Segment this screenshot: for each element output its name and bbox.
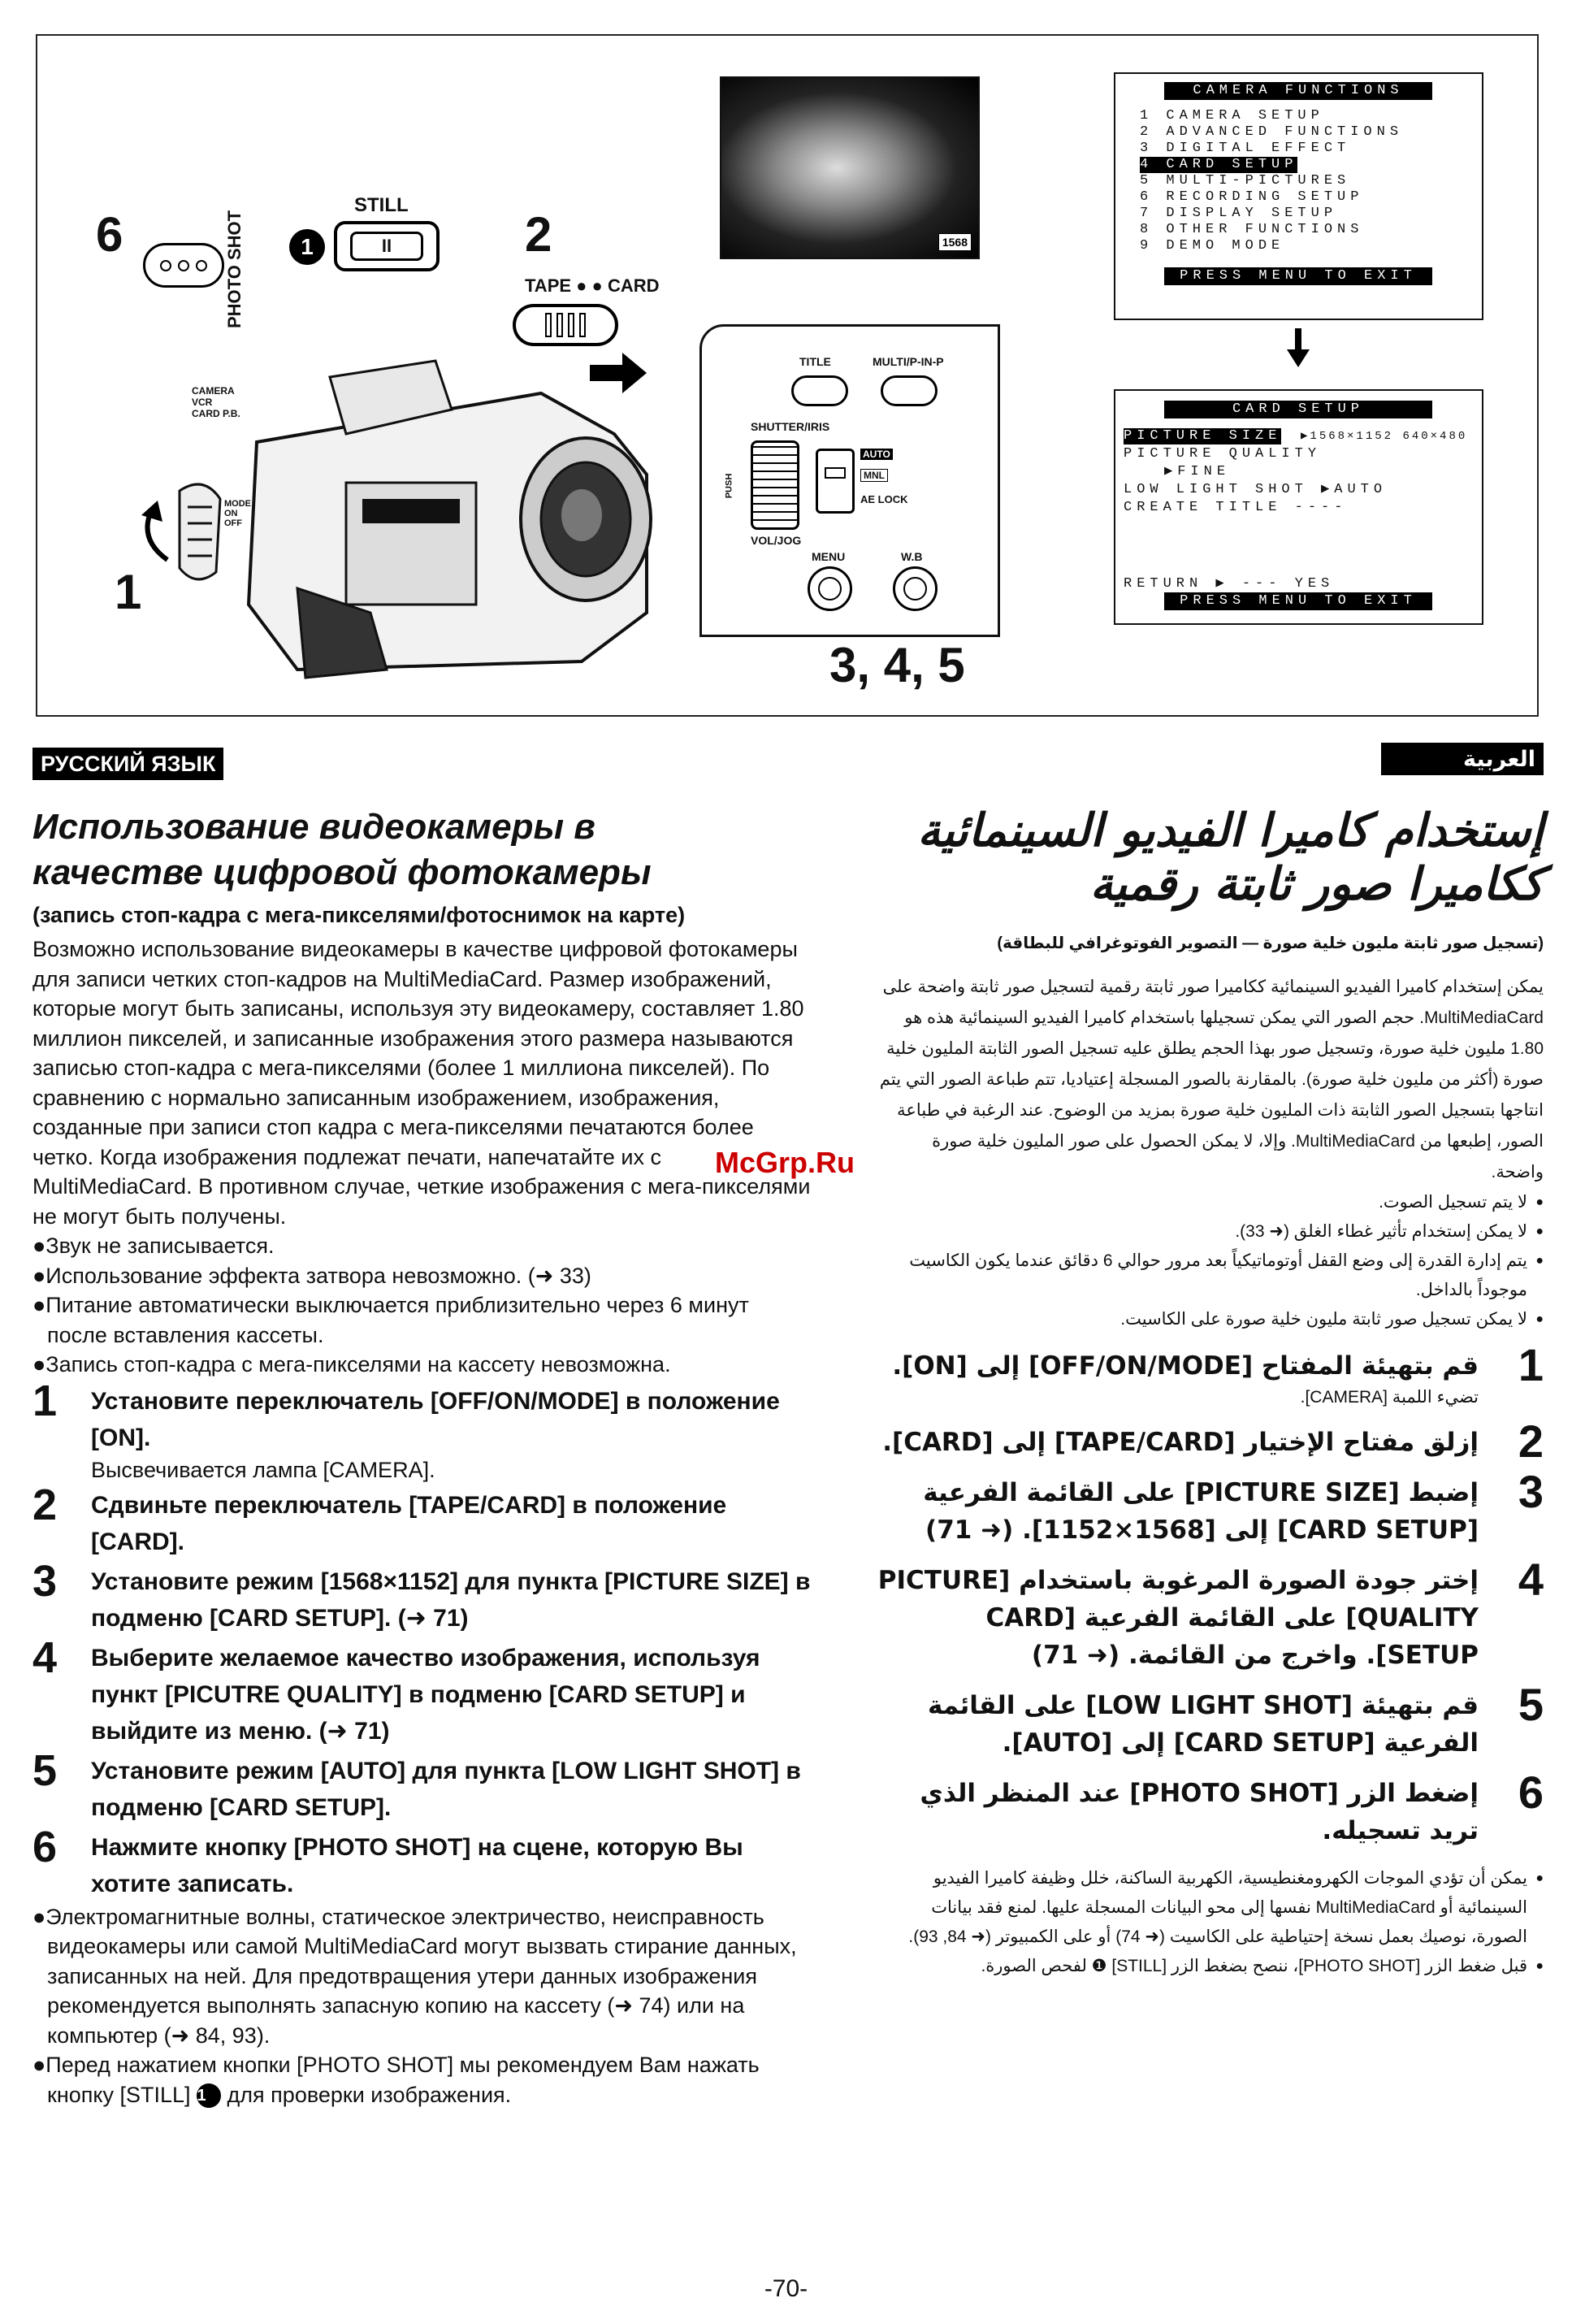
card-setup-title: CARD SETUP <box>1164 401 1432 418</box>
picture-size-values: ▶1568×1152 640×480 <box>1301 430 1468 443</box>
mnl-label: MNL <box>860 469 888 482</box>
russian-column <box>32 804 812 2109</box>
preview-photo <box>720 76 980 259</box>
ru-step-2: 2 Сдвиньте переключатель [TAPE/CARD] в положение [CARD]. <box>32 1480 727 1555</box>
menu-item[interactable]: 6 RECORDING SETUP <box>1140 189 1364 205</box>
menu-item[interactable]: 7 DISPLAY SETUP <box>1140 206 1338 221</box>
ar-subtitle: (تسجيل صور ثابتة مليون خلية صورة — التصوير الفوتوغرافي للبطاقة) <box>997 934 1544 952</box>
return-item[interactable]: RETURN ▶ --- YES <box>1124 576 1335 592</box>
card-setup-menu <box>1114 389 1483 625</box>
menu-item[interactable]: 3 DIGITAL EFFECT <box>1140 141 1351 156</box>
menu-item-selected[interactable]: 4 CARD SETUP <box>1140 157 1298 172</box>
ar-step-1: 1 قم بتهيئة المفتاح [OFF/ON/MODE] إلى [ON]. تضيء اللمبة [CAMERA]. <box>892 1339 1544 1407</box>
step-label-345: 3, 4, 5 <box>829 638 965 692</box>
step-circle-1: 1 <box>289 229 325 265</box>
photo-size-badge: 1568 <box>938 233 972 251</box>
tape-card-switch[interactable] <box>513 304 618 346</box>
ru-bullet: ●Запись стоп-кадра с мега-пикселями на кассету невозможна. <box>32 1352 671 1377</box>
photo-shot-button[interactable] <box>143 243 224 288</box>
picture-size-item[interactable]: PICTURE SIZE <box>1124 428 1282 444</box>
ar-after-bullet-1: ● يمكن أن تؤدي الموجات الكهرومغنطيسية، الكهربية الساكنة، خلل وظيفة كاميرا الفيديو السينمائية أو MultiMediaCard نفسها إلى محو البيانات المسجلة عليها. لمنع فقد بيانات الصورة، نوصيك بعمل نسخة إحتياطية على الكاسيت (➜ 74) أو على الكمبيوتر (➜ 84, 93). <box>877 1864 1544 1952</box>
mode-switch[interactable]: MODE ON OFF <box>224 499 251 528</box>
ae-lock-label: AE LOCK <box>860 493 908 505</box>
menu-arrow-stem <box>1295 328 1301 351</box>
ru-intro: Возможно использование видеокамеры в качестве цифровой фотокамеры для записи четких стоп-кадров на MultiMediaCard. Размер изображений, которые могут быть записаны, используя эту видеокамеру, составляет 1.80 миллион пикселей, и записанные изображения этого размера называются записью стоп-кадра с мега-пикселями (более 1 миллиона пикселей). По сравнению с нормально записанным изображением, изображения, созданные при записи стоп кадра с мега-пикселями печатаются более четко. Когда изображения подлежат печати, напечатайте их с MultiMediaCard. В противном случае, четкие изображения с мега-пикселями не могут быть получены. <box>32 937 811 1229</box>
menu-exit-hint: PRESS MENU TO EXIT <box>1164 267 1432 285</box>
ar-bullet: ● يتم إدارة القدرة إلى وضع القفل أوتوماتيكياً بعد مرور حوالي 6 دقائق عندما يكون الكاسيت موجوداً بالداخل. <box>877 1247 1544 1305</box>
step-circle-1: 1 <box>197 2083 221 2108</box>
power-indicator-labels: CAMERA VCR CARD P.B. <box>192 385 240 419</box>
multi-button-label: MULTI/P-IN-P <box>873 355 944 368</box>
ru-step-1: 1 Установите переключатель [OFF/ON/MODE] в положение [ON]. Высвечивается лампа [CAMERA]. <box>32 1376 780 1482</box>
vol-jog-dial[interactable] <box>751 440 799 530</box>
menu-button[interactable] <box>808 566 852 611</box>
picture-quality-value: ▶FINE <box>1164 464 1231 479</box>
push-label: PUSH <box>724 473 734 499</box>
ru-title-line1: Использование видеокамеры в <box>32 807 595 847</box>
ar-bullet: ● لا يمكن إستخدام تأثير غطاء الغلق (➜ 33). <box>877 1217 1544 1247</box>
ar-bullet: ● لا يتم تسجيل الصوت. <box>877 1188 1544 1217</box>
ar-bullet: ● لا يمكن تسجيل صور ثابتة مليون خلية صورة على الكاسيت. <box>877 1305 1544 1334</box>
ru-step-3: 3 Установите режим [1568×1152] для пункта [PICTURE SIZE] в подменю [CARD SETUP]. (➜ 71) <box>32 1556 811 1632</box>
ru-bullet: ●Звук не записывается. <box>32 1234 275 1258</box>
card-setup-exit-hint: PRESS MENU TO EXIT <box>1164 592 1432 610</box>
menu-button-label: MENU <box>812 550 846 563</box>
tape-card-label: TAPE ● ● CARD <box>525 275 660 296</box>
menu-item[interactable]: 2 ADVANCED FUNCTIONS <box>1140 124 1404 140</box>
ru-after-bullet-2: ●Перед нажатием кнопки [PHOTO SHOT] мы рекомендуем Вам нажать кнопку [STILL] 1 для проверки изображения. <box>32 2053 760 2107</box>
lang-tag-arabic: العربية <box>1381 743 1544 775</box>
ar-step-3: 3 إضبط [PICTURE SIZE] على القائمة الفرعية [CARD SETUP] إلى [1568×1152]. (➜ 71) <box>923 1466 1544 1545</box>
ru-bullet: ●Питание автоматически выключается приблизительно через 6 минут после вставления кассеты. <box>32 1293 749 1347</box>
menu-item[interactable]: 9 DEMO MODE <box>1140 238 1285 254</box>
watermark: McGrp.Ru <box>715 1146 855 1179</box>
auto-mnl-switch[interactable] <box>816 449 855 514</box>
wb-button[interactable] <box>893 566 938 611</box>
lang-tag-russian: РУССКИЙ ЯЗЫК <box>32 748 223 780</box>
ar-step-4: 4 إختر جودة الصورة المرغوبة باستخدام [PICTURE QUALITY] على القائمة الفرعية [CARD SETUP]. واخرج من القائمة. (➜ 71) <box>877 1554 1544 1670</box>
menu-item[interactable]: 8 OTHER FUNCTIONS <box>1140 222 1364 237</box>
menu-item[interactable]: 5 MULTI-PICTURES <box>1140 173 1351 189</box>
camera-functions-title: CAMERA FUNCTIONS <box>1164 82 1432 100</box>
ru-step-6: 6 Нажмите кнопку [PHOTO SHOT] на сцене, которую Вы хотите записать. <box>32 1822 743 1897</box>
still-button[interactable]: II <box>334 221 440 271</box>
camera-functions-menu <box>1114 72 1483 320</box>
step-label-6: 6 <box>96 207 123 262</box>
page-number: -70- <box>764 2275 808 2302</box>
photo-shot-label: PHOTO SHOT <box>224 210 245 328</box>
ru-step-5: 5 Установите режим [AUTO] для пункта [LOW LIGHT SHOT] в подменю [CARD SETUP]. <box>32 1745 801 1821</box>
still-label: STILL <box>354 194 409 216</box>
menu-arrow-down-icon <box>1287 349 1310 367</box>
rotate-arrow-icon <box>135 499 175 564</box>
ar-intro: يمكن إستخدام كاميرا الفيديو السينمائية ككاميرا صور ثابتة رقمية لتسجيل صور ثابتة واضحة على MultiMediaCard. حجم الصور التي يمكن تسجيلها باستخدام كاميرا الفيديو السينمائية هذه هو 1.80 مليون خلية صورة، وتسجيل صور بهذا الحجم يطلق عليه تسجيل الصور الثابتة المليون خلية صورة (أكثر من مليون خلية صورة). بالمقارنة بالصور المسجلة إعتياديا، تتم طباعة الصور التي يتم انتاجها بتسجيل الصور الثابتة ذات المليون خلية صورة بمزيد من الوضوح. عند الرغبة في طباعة الصور، إطبعها من MultiMediaCard. وإلا، لا يمكن الحصول على صور المليون خلية صورة واضحة. <box>879 978 1544 1182</box>
low-light-item[interactable]: LOW LIGHT SHOT ▶AUTO <box>1124 482 1388 497</box>
ru-after-bullet-1: ●Электромагнитные волны, статическое электричество, неисправность видеокамеры или самой MultiMediaCard могут вызвать стирание данных, записанных на ней. Для предотвращения утери данных изображения рекомендуется выполнять запасную копию на кассету (➜ 74) или на компьютер (➜ 84, 93). <box>32 1904 797 2048</box>
picture-quality-item[interactable]: PICTURE QUALITY <box>1124 446 1322 462</box>
arabic-column <box>877 804 1544 1981</box>
wb-button-label: W.B <box>901 550 923 563</box>
step-label-1: 1 <box>115 565 142 619</box>
auto-label: AUTO <box>860 449 893 460</box>
title-button[interactable] <box>791 375 848 406</box>
step-label-2: 2 <box>525 207 552 262</box>
ru-bullet: ●Использование эффекта затвора невозможно. (➜ 33) <box>32 1263 591 1288</box>
title-button-label: TITLE <box>799 355 831 368</box>
shutter-iris-label: SHUTTER/IRIS <box>751 420 830 433</box>
mode-dial-icon <box>171 475 228 588</box>
ru-step-4: 4 Выберите желаемое качество изображения, используя пункт [PICUTRE QUALITY] в подменю [CARD SETUP] и выйдите из меню. (➜ 71) <box>32 1632 760 1745</box>
menu-item[interactable]: 1 CAMERA SETUP <box>1140 108 1324 124</box>
ar-title: إستخدام كاميرا الفيديو السينمائية ككاميرا صور ثابتة رقمية <box>917 804 1544 911</box>
ar-step-2: 2 إزلق مفتاح الإختيار [TAPE/CARD] إلى [CARD]. <box>882 1416 1544 1467</box>
ar-after-bullet-2: ● قبل ضغط الزر [PHOTO SHOT]، ننصح بضغط الزر [STILL] ❶ لفحص الصورة. <box>877 1952 1544 1981</box>
vol-jog-label: VOL/JOG <box>751 534 802 547</box>
create-title-item[interactable]: CREATE TITLE ---- <box>1124 500 1348 515</box>
ar-step-6: 6 إضغط الزر [PHOTO SHOT] عند المنظر الذي تريد تسجيله. <box>920 1767 1544 1845</box>
ru-title-line2: качестве цифровой фотокамеры <box>32 852 652 892</box>
multi-pinp-button[interactable] <box>881 375 938 406</box>
instruction-figure <box>36 34 1539 717</box>
ar-step-5: 5 قم بتهيئة [LOW LIGHT SHOT] على القائمة الفرعية [CARD SETUP] إلى [AUTO]. <box>928 1679 1544 1758</box>
control-panel <box>699 324 1000 637</box>
ru-subtitle: (запись стоп-кадра с мега-пикселями/фотоснимок на карте) <box>32 903 686 927</box>
